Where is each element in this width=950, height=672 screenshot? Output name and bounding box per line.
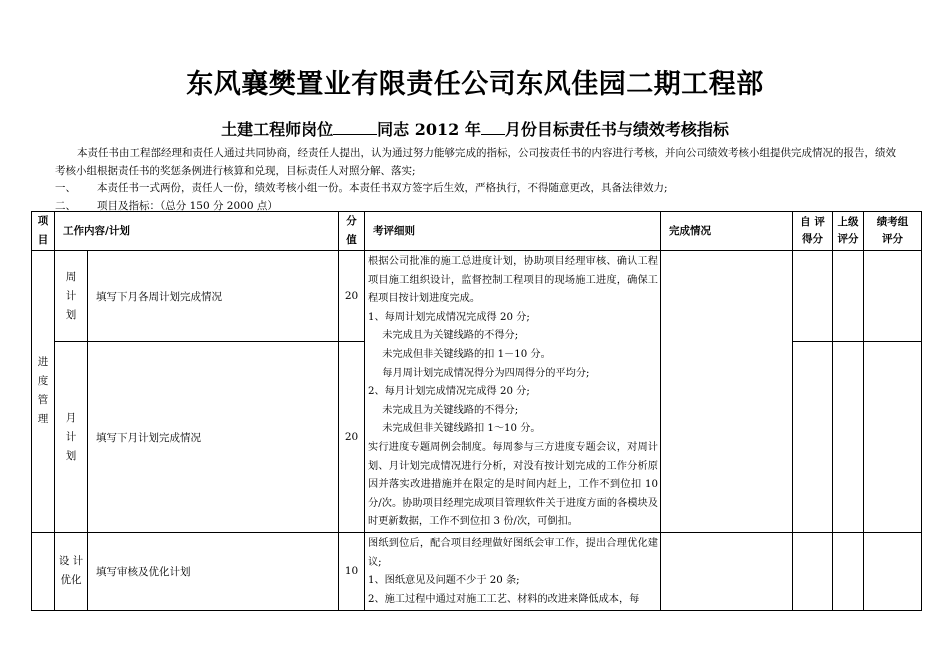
group-score-monthly[interactable] — [864, 342, 922, 533]
group-score-design[interactable] — [864, 532, 922, 610]
self-score-weekly[interactable] — [793, 251, 833, 342]
task-weekly: 填写下月各周计划完成情况 — [88, 251, 339, 342]
superior-score-monthly[interactable] — [833, 342, 864, 533]
criteria-line: 未完成但非关键线路扣 1～10 分。 — [382, 423, 541, 435]
intro-item-2-text: 项目及指标：（总分 150 分 2000 点） — [97, 199, 278, 212]
table-row — [32, 251, 922, 342]
intro-paragraph: 本责任书由工程部经理和责任人通过共同协商，经责任人提出，认为通过努力能够完成的指标，公司按责任书的内容进行考核，并向公司绩效考核小组提供完成情况的报告，绩效考核小组根据责任书的奖惩条例进行核算和兑现，目标责任人对照分解、落实; — [55, 147, 897, 177]
criteria-line: 1、每周计划完成情况完成得 20 分; — [368, 311, 530, 323]
category-design-blank — [32, 532, 55, 610]
criteria-line: 1、图纸意见及问题不少于 20 条; — [368, 575, 520, 587]
self-score-monthly[interactable] — [793, 342, 833, 533]
sub-item-design: 设 计 优化 — [55, 532, 88, 610]
category-progress: 进 度 管 理 — [32, 251, 55, 533]
task-monthly: 填写下月计划完成情况 — [88, 342, 339, 533]
criteria-line: 未完成但非关键线路的扣 1－10 分。 — [382, 348, 551, 360]
document-title: 东风襄樊置业有限责任公司东风佳园二期工程部 — [186, 69, 764, 100]
score-monthly: 20 — [339, 342, 365, 533]
score-design: 10 — [339, 532, 365, 610]
intro-item-1-num: 一、 — [55, 182, 76, 194]
criteria-line: 图纸到位后，配合项目经理做好图纸会审工作，提出合理优化建议; — [368, 537, 658, 568]
header-item: 项 目 — [32, 212, 55, 251]
intro-item-2-num: 二、 — [55, 199, 76, 212]
assessment-table — [31, 211, 922, 611]
completion-design[interactable] — [661, 532, 793, 610]
criteria-design — [365, 532, 661, 610]
superior-score-design[interactable] — [833, 532, 864, 610]
criteria-line: 每月周计划完成情况得分为四周得分的平均分; — [382, 367, 590, 379]
subtitle-year: 同志 2012 年 — [377, 120, 481, 139]
criteria-line: 未完成且为关键线路的不得分; — [382, 404, 519, 416]
subtitle-position: 土建工程师岗位 — [221, 120, 334, 139]
criteria-line: 未完成且为关键线路的不得分; — [382, 330, 519, 342]
task-design: 填写审核及优化计划 — [88, 532, 339, 610]
header-criteria: 考评细则 — [365, 212, 661, 251]
intro-item-1 — [55, 180, 905, 198]
name-blank — [333, 120, 377, 135]
intro-section — [55, 145, 905, 215]
sub-item-monthly: 月 计 划 — [55, 342, 88, 533]
completion-progress[interactable] — [661, 251, 793, 533]
header-group-score: 绩考组 评分 — [864, 212, 922, 251]
table-header-row — [32, 212, 922, 251]
header-score: 分 值 — [339, 212, 365, 251]
month-blank — [481, 120, 505, 135]
criteria-line: 2、每月计划完成情况完成得 20 分; — [368, 386, 530, 398]
group-score-weekly[interactable] — [864, 251, 922, 342]
sub-item-weekly: 周 计 划 — [55, 251, 88, 342]
score-weekly: 20 — [339, 251, 365, 342]
criteria-line: 根据公司批准的施工总进度计划，协助项目经理审核、确认工程项目施工组织设计，监督控制工程项目的现场施工进度，确保工程项目按计划进度完成。 — [368, 256, 658, 305]
subtitle-rest: 月份目标责任书与绩效考核指标 — [504, 120, 729, 139]
superior-score-weekly[interactable] — [833, 251, 864, 342]
table-row — [32, 532, 922, 610]
header-self-score: 自 评 得分 — [793, 212, 833, 251]
header-superior-score: 上级 评分 — [833, 212, 864, 251]
criteria-progress — [365, 251, 661, 533]
header-completion: 完成情况 — [661, 212, 793, 251]
criteria-line: 实行进度专题周例会制度。每周参与三方进度专题会议，对周计划、月计划完成情况进行分析，对没有按计划完成的工作分析原因并落实改进措施并在限定的是时间内赶上，工作不到位扣 10 分/次。协助项目经理完成项目管理软件关于进度方面的各模块及时更新数据，工作不到位扣 3 份/次，可倒扣。 — [368, 441, 658, 528]
document-subtitle — [0, 117, 950, 140]
self-score-design[interactable] — [793, 532, 833, 610]
header-work: 工作内容/计划 — [55, 212, 339, 251]
intro-item-1-text: 本责任书一式两份，责任人一份，绩效考核小组一份。本责任书双方签字后生效，严格执行，不得随意更改，具备法律效力; — [97, 182, 668, 194]
criteria-line: 2、施工过程中通过对施工工艺、材料的改进来降低成本，每 — [368, 593, 640, 605]
